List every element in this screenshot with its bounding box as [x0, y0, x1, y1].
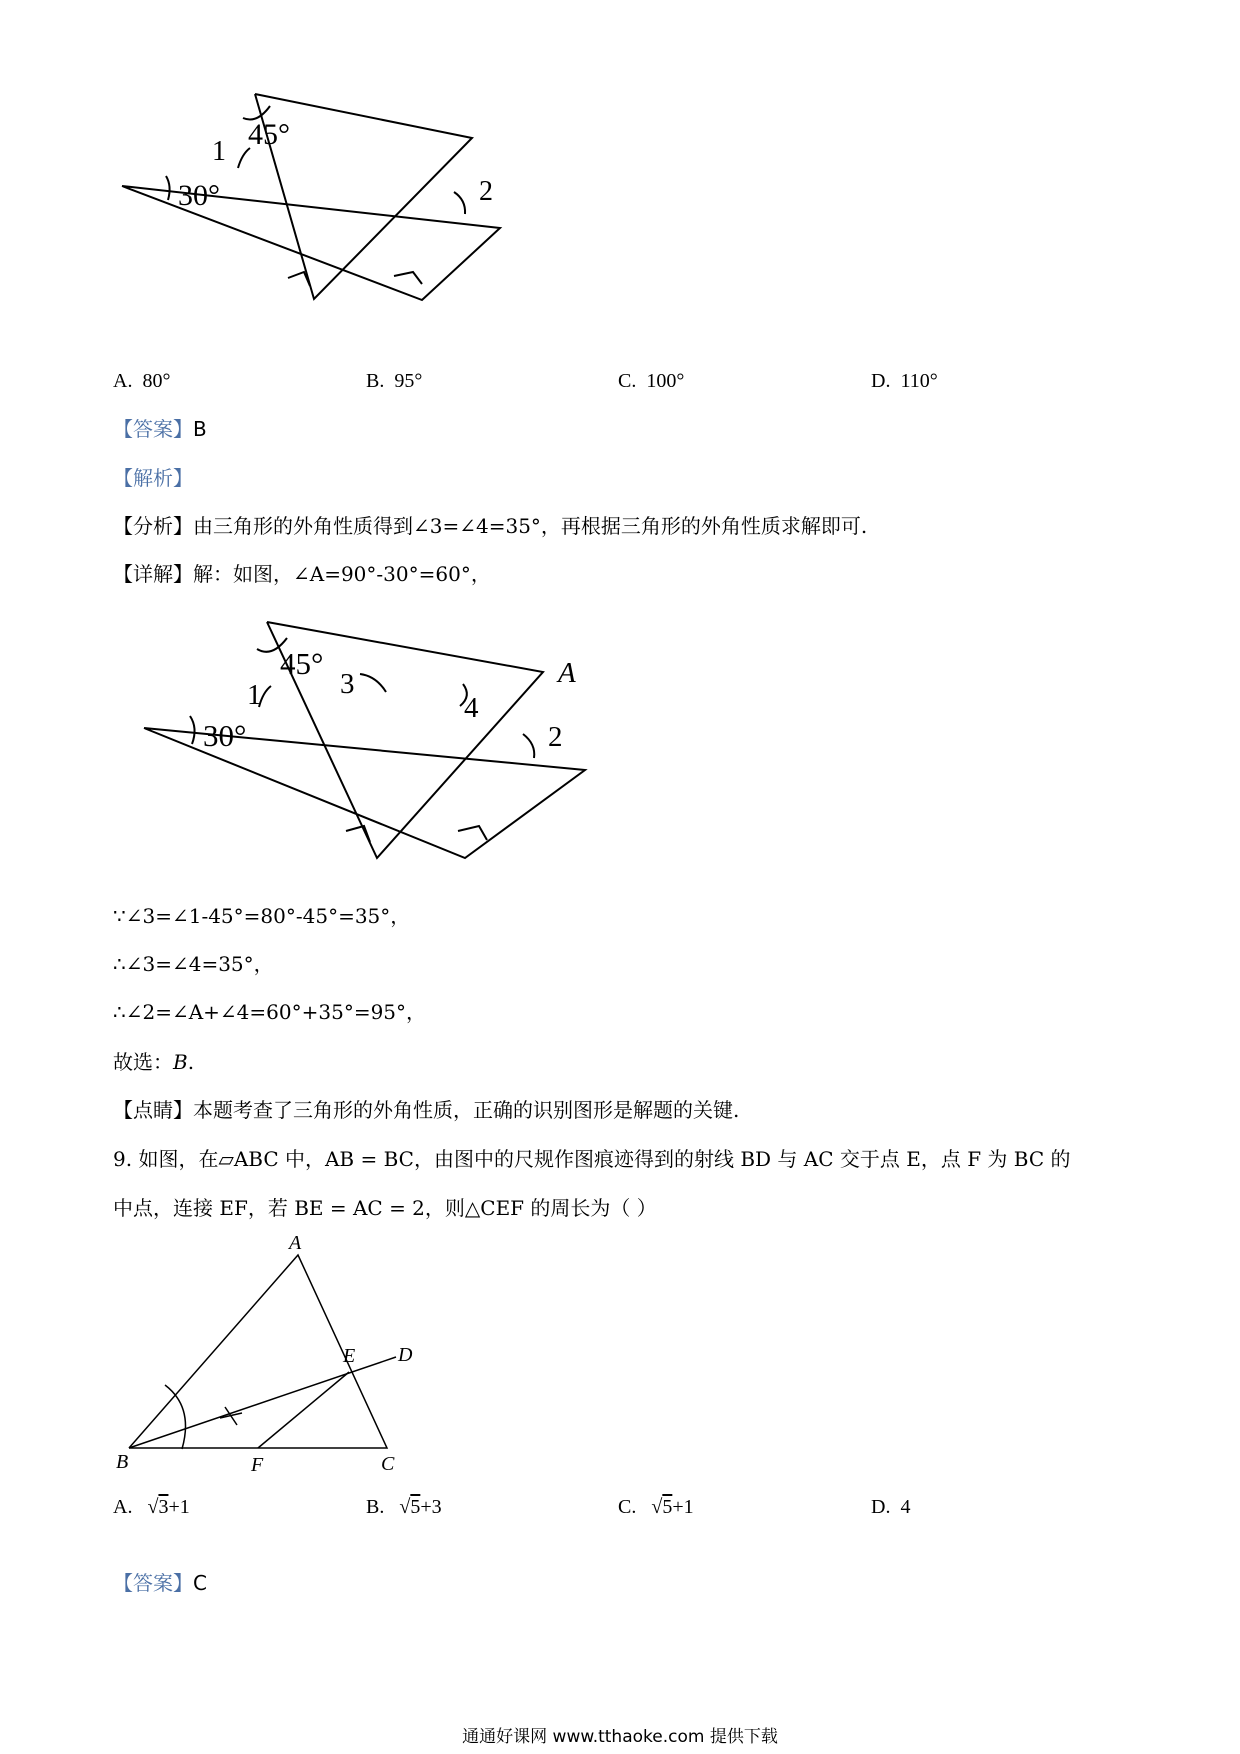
- label-A: A: [558, 657, 576, 689]
- label-30: 30°: [178, 179, 220, 212]
- label-2: 2: [548, 721, 563, 753]
- right-angle-mark-2: [458, 826, 487, 840]
- arc-30: [166, 176, 170, 200]
- label-1: 1: [247, 679, 262, 711]
- arc-30: [190, 716, 195, 744]
- right-angle-mark-2: [394, 272, 422, 284]
- arc-2: [523, 734, 534, 758]
- q8-fenxi: 【分析】由三角形的外角性质得到∠3=∠4=35°，再根据三角形的外角性质求解即可.: [113, 514, 868, 538]
- q8-choice-b: B. 95°: [366, 370, 423, 392]
- page-footer: 通通好课网 www.tthaoke.com 提供下载: [462, 1727, 778, 1747]
- arc-2: [454, 192, 465, 214]
- sqrt-symbol: √: [651, 1496, 663, 1518]
- q8-step-3: ∴∠2=∠A+∠4=60°+35°=95°，: [113, 1000, 427, 1024]
- q8-choice-c: C. 100°: [618, 370, 685, 392]
- q9-answer: 【答案】C: [113, 1571, 207, 1595]
- q8-jiexi: 【解析】: [113, 466, 193, 490]
- label-C: C: [381, 1453, 395, 1475]
- compass-arc: [165, 1385, 186, 1449]
- q9-choice-a: A. √3+1: [113, 1496, 190, 1518]
- arc-1: [238, 148, 250, 168]
- q8-step-1: ∵∠3=∠1-45°=80°-45°=35°，: [113, 904, 411, 928]
- figure-2-triangles-labeled: [130, 612, 600, 872]
- sqrt-symbol: √: [399, 1496, 411, 1518]
- label-F: F: [251, 1454, 264, 1476]
- figure-1-triangles: [120, 90, 520, 310]
- arc-3: [360, 674, 386, 692]
- label-45: 45°: [248, 118, 290, 151]
- q8-xiangjie: 【详解】解：如图，∠A=90°-30°=60°，: [113, 562, 491, 586]
- q8-choice-a: A. 80°: [113, 370, 171, 392]
- label-4: 4: [464, 692, 479, 724]
- q8-choose: 故选：B.: [113, 1050, 195, 1074]
- segment-ef: [258, 1372, 349, 1448]
- label-3: 3: [340, 668, 355, 700]
- q8-dianjing: 【点睛】本题考查了三角形的外角性质，正确的识别图形是解题的关键.: [113, 1098, 740, 1122]
- label-D: D: [398, 1344, 413, 1366]
- label-2: 2: [479, 176, 493, 207]
- q9-choice-b: B. √5+3: [366, 1496, 442, 1518]
- sqrt-symbol: √: [147, 1496, 159, 1518]
- q8-answer: 【答案】B: [113, 417, 207, 441]
- right-angle-mark-1: [346, 826, 370, 842]
- label-A: A: [289, 1235, 302, 1254]
- label-E: E: [343, 1345, 356, 1367]
- label-1: 1: [212, 136, 226, 167]
- q9-stem-line-1: 9. 如图，在▱ABC 中，AB = BC，由图中的尺规作图痕迹得到的射线 BD 与 AC 交于点 E，点 F 为 BC 的: [113, 1147, 1071, 1171]
- q9-choice-d: D. 4: [871, 1496, 911, 1518]
- label-B: B: [116, 1451, 129, 1473]
- figure-3-triangle-abc: [110, 1235, 430, 1485]
- label-30: 30°: [203, 718, 247, 753]
- q9-stem-line-2: 中点，连接 EF，若 BE = AC = 2，则△CEF 的周长为（ ）: [113, 1196, 657, 1220]
- q8-choice-d: D. 110°: [871, 370, 938, 392]
- label-45: 45°: [280, 646, 324, 681]
- q9-choice-c: C. √5+1: [618, 1496, 694, 1518]
- q8-step-2: ∴∠3=∠4=35°，: [113, 952, 274, 976]
